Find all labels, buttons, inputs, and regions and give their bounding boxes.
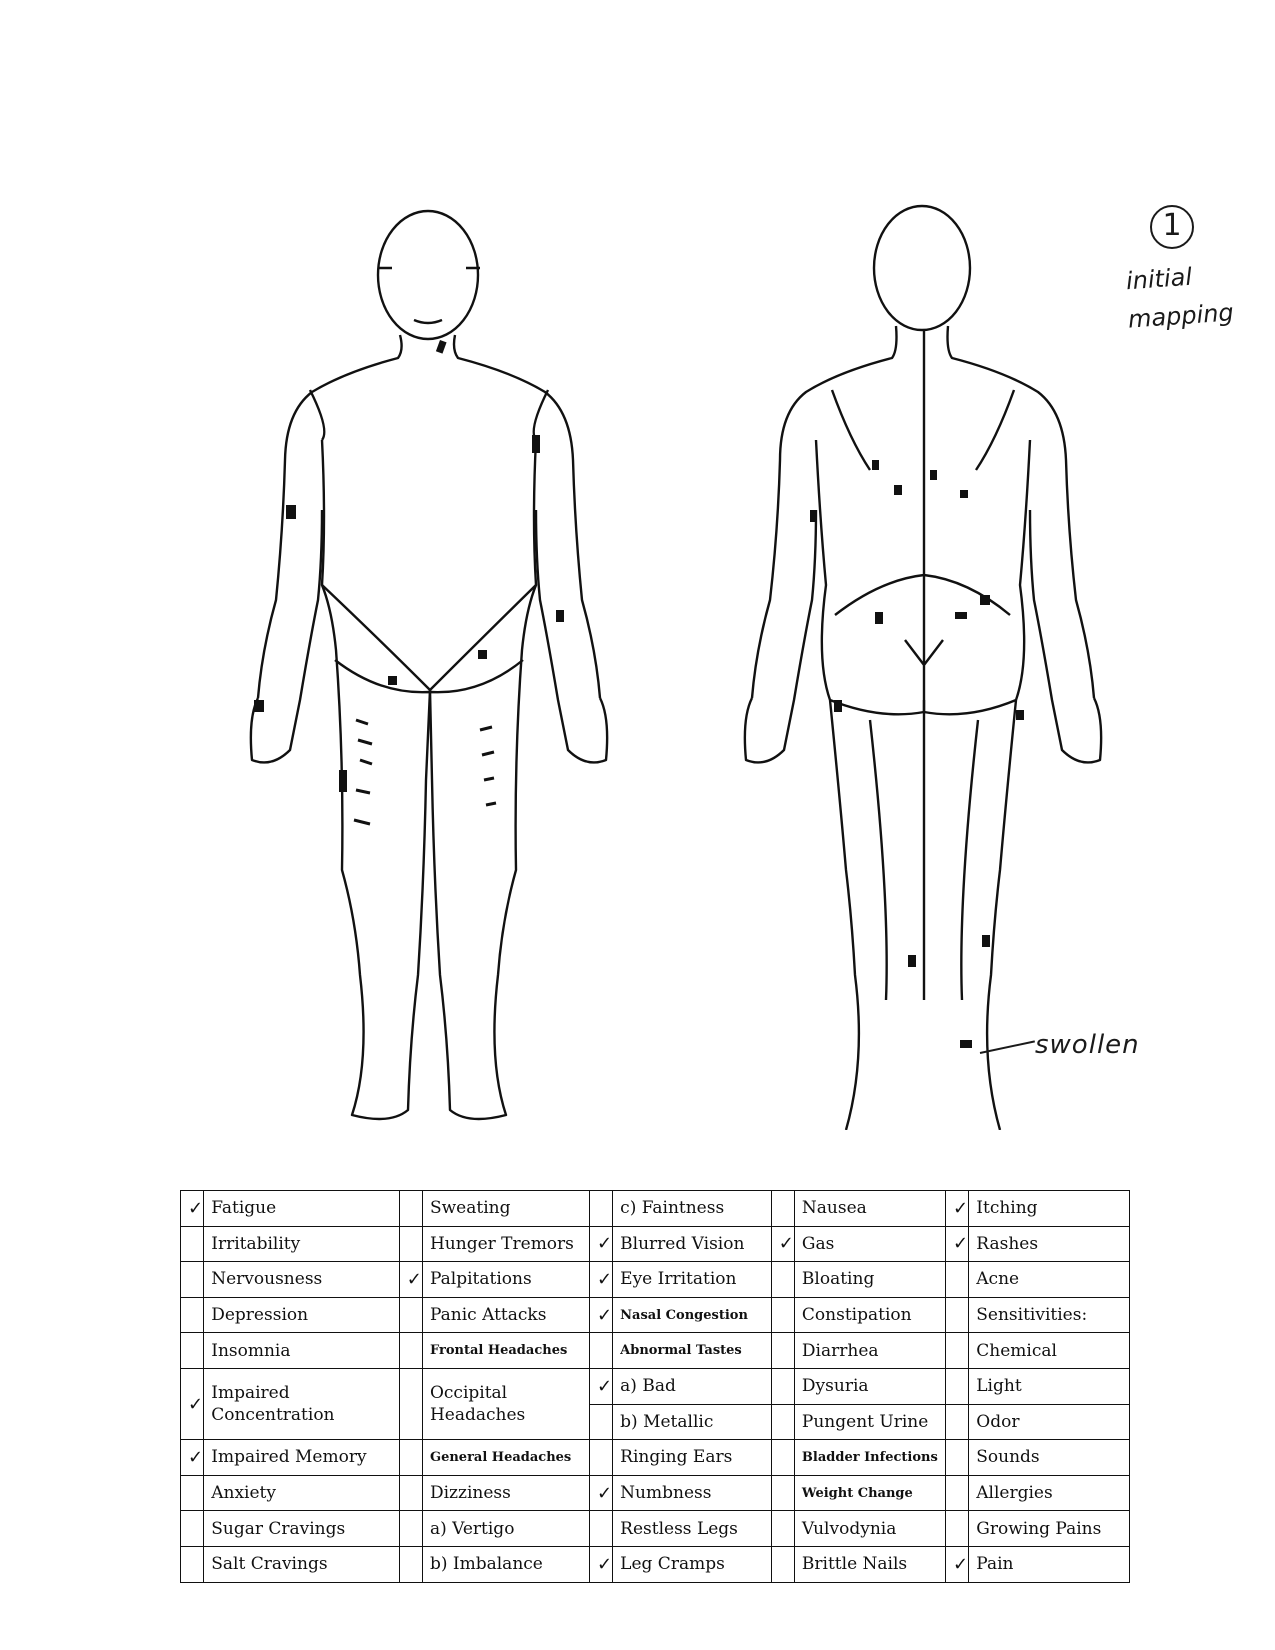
symptom-label: Vulvodynia <box>794 1511 945 1547</box>
symptom-label: Dysuria <box>794 1368 945 1404</box>
symptom-label: Restless Legs <box>613 1511 772 1547</box>
checkbox[interactable]: ✓ <box>946 1226 969 1262</box>
symptom-label: Nervousness <box>204 1262 400 1298</box>
symptom-label: Impaired Concentration <box>204 1368 400 1439</box>
checkbox[interactable]: ✓ <box>589 1546 612 1582</box>
symptom-label: Pain <box>969 1546 1130 1582</box>
symptom-label: b) Imbalance <box>422 1546 589 1582</box>
checkbox[interactable]: ✓ <box>589 1297 612 1333</box>
checkbox[interactable] <box>399 1226 422 1262</box>
symptom-label: Depression <box>204 1297 400 1333</box>
symptom-label: Panic Attacks <box>422 1297 589 1333</box>
symptom-label: Numbness <box>613 1475 772 1511</box>
table-row <box>181 1191 1130 1227</box>
checkbox[interactable]: ✓ <box>181 1191 204 1227</box>
checkbox[interactable] <box>771 1546 794 1582</box>
checkbox[interactable] <box>771 1511 794 1547</box>
symptom-label: Occipital Headaches <box>422 1368 589 1439</box>
checkbox[interactable] <box>771 1368 794 1404</box>
symptom-label: Salt Cravings <box>204 1546 400 1582</box>
symptom-label: c) Faintness <box>613 1191 772 1227</box>
checkbox[interactable]: ✓ <box>946 1191 969 1227</box>
checkbox[interactable]: ✓ <box>181 1368 204 1439</box>
checkbox[interactable] <box>399 1297 422 1333</box>
symptom-label: Acne <box>969 1262 1130 1298</box>
checkbox[interactable] <box>399 1440 422 1476</box>
symptom-label: Sounds <box>969 1440 1130 1476</box>
checkbox[interactable] <box>181 1546 204 1582</box>
table-row <box>181 1546 1130 1582</box>
checkbox[interactable] <box>399 1368 422 1439</box>
symptom-label: Itching <box>969 1191 1130 1227</box>
symptom-label: Irritability <box>204 1226 400 1262</box>
checkbox[interactable] <box>946 1297 969 1333</box>
symptom-label: Eye Irritation <box>613 1262 772 1298</box>
back-body-outline <box>745 206 1101 1130</box>
symptom-label: Anxiety <box>204 1475 400 1511</box>
table-row <box>181 1262 1130 1298</box>
symptom-label: Impaired Memory <box>204 1440 400 1476</box>
symptom-label: Hunger Tremors <box>422 1226 589 1262</box>
symptom-label: a) Bad <box>613 1368 772 1404</box>
symptom-label: Fatigue <box>204 1191 400 1227</box>
checkbox[interactable] <box>181 1511 204 1547</box>
checkbox[interactable]: ✓ <box>589 1368 612 1404</box>
table-row <box>181 1440 1130 1476</box>
symptom-label: Sweating <box>422 1191 589 1227</box>
checkbox[interactable] <box>946 1333 969 1369</box>
checkbox[interactable] <box>399 1546 422 1582</box>
table-row <box>181 1297 1130 1333</box>
table-row <box>181 1333 1130 1369</box>
initial-annotation: initial <box>1125 262 1193 296</box>
checkbox[interactable]: ✓ <box>589 1262 612 1298</box>
checkbox[interactable]: ✓ <box>181 1440 204 1476</box>
symptom-label: Brittle Nails <box>794 1546 945 1582</box>
symptom-label: Rashes <box>969 1226 1130 1262</box>
symptom-label: Weight Change <box>794 1475 945 1511</box>
symptom-checklist-table <box>180 1190 1130 1583</box>
checkbox[interactable] <box>589 1511 612 1547</box>
checkbox[interactable] <box>589 1404 612 1440</box>
table-row <box>181 1511 1130 1547</box>
checkbox[interactable]: ✓ <box>771 1226 794 1262</box>
checkbox[interactable] <box>399 1191 422 1227</box>
checkbox[interactable] <box>771 1262 794 1298</box>
checkbox[interactable] <box>589 1191 612 1227</box>
checkbox[interactable] <box>399 1475 422 1511</box>
checkbox[interactable] <box>946 1404 969 1440</box>
checkbox[interactable] <box>771 1475 794 1511</box>
symptom-label: a) Vertigo <box>422 1511 589 1547</box>
symptom-label: Abnormal Tastes <box>613 1333 772 1369</box>
checkbox[interactable] <box>771 1404 794 1440</box>
symptom-label: Blurred Vision <box>613 1226 772 1262</box>
checkbox[interactable] <box>771 1191 794 1227</box>
checkbox[interactable] <box>771 1297 794 1333</box>
symptom-label: Pungent Urine <box>794 1404 945 1440</box>
mapping-annotation: mapping <box>1127 298 1235 334</box>
checkbox[interactable]: ✓ <box>589 1226 612 1262</box>
checkbox[interactable] <box>399 1333 422 1369</box>
checkbox[interactable] <box>181 1475 204 1511</box>
table-row <box>181 1368 1130 1404</box>
checkbox[interactable] <box>589 1440 612 1476</box>
table-row <box>181 1226 1130 1262</box>
symptom-label: Bladder Infections <box>794 1440 945 1476</box>
checkbox[interactable] <box>946 1440 969 1476</box>
symptom-label: General Headaches <box>422 1440 589 1476</box>
symptom-label: Gas <box>794 1226 945 1262</box>
symptom-label: Sensitivities: <box>969 1297 1130 1333</box>
checkbox[interactable] <box>399 1511 422 1547</box>
symptom-label: Chemical <box>969 1333 1130 1369</box>
symptom-label: Constipation <box>794 1297 945 1333</box>
checkbox[interactable] <box>181 1297 204 1333</box>
checkbox[interactable]: ✓ <box>399 1262 422 1298</box>
checkbox[interactable] <box>771 1333 794 1369</box>
symptom-label: Dizziness <box>422 1475 589 1511</box>
checkbox[interactable] <box>181 1226 204 1262</box>
symptom-label: b) Metallic <box>613 1404 772 1440</box>
table-row <box>181 1475 1130 1511</box>
symptom-label: Ringing Ears <box>613 1440 772 1476</box>
front-body-outline <box>251 211 607 1119</box>
checkbox[interactable] <box>181 1262 204 1298</box>
symptom-label: Sugar Cravings <box>204 1511 400 1547</box>
checkbox[interactable] <box>771 1440 794 1476</box>
page-number-annotation: 1 <box>1150 205 1194 249</box>
checkbox[interactable] <box>946 1368 969 1404</box>
checkbox[interactable]: ✓ <box>946 1546 969 1582</box>
symptom-label: Allergies <box>969 1475 1130 1511</box>
symptom-label: Growing Pains <box>969 1511 1130 1547</box>
symptom-label: Frontal Headaches <box>422 1333 589 1369</box>
symptom-label: Light <box>969 1368 1130 1404</box>
symptom-label: Palpitations <box>422 1262 589 1298</box>
checkbox[interactable] <box>589 1333 612 1369</box>
symptom-label: Bloating <box>794 1262 945 1298</box>
checkbox[interactable] <box>181 1333 204 1369</box>
symptom-label: Nasal Congestion <box>613 1297 772 1333</box>
checkbox[interactable]: ✓ <box>589 1475 612 1511</box>
checkbox[interactable] <box>946 1475 969 1511</box>
symptom-label: Nausea <box>794 1191 945 1227</box>
checkbox[interactable] <box>946 1262 969 1298</box>
checkbox[interactable] <box>946 1511 969 1547</box>
symptom-label: Diarrhea <box>794 1333 945 1369</box>
symptom-label: Odor <box>969 1404 1130 1440</box>
swollen-annotation: swollen <box>1035 1030 1140 1060</box>
symptom-label: Leg Cramps <box>613 1546 772 1582</box>
symptom-label: Insomnia <box>204 1333 400 1369</box>
